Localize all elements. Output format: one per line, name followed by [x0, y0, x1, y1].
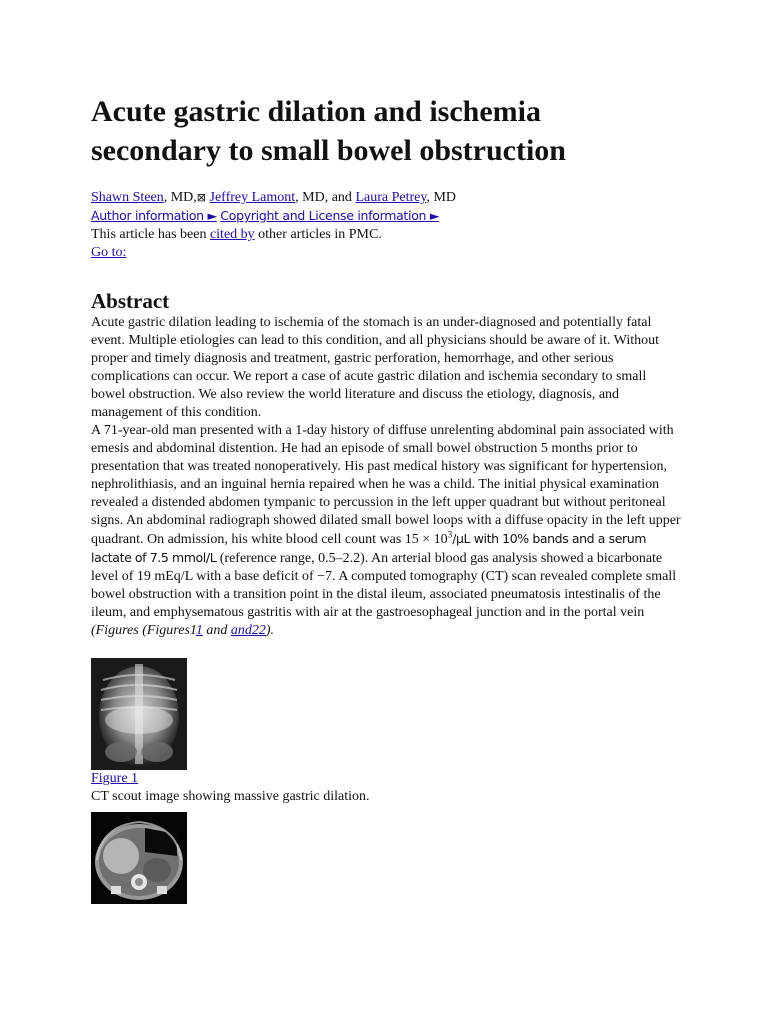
ct-axial-image — [91, 812, 187, 904]
separator-icon: ⊠ — [196, 191, 206, 204]
figure-1-label-line — [91, 770, 691, 788]
author-information-link[interactable]: Author information ► — [91, 208, 217, 223]
author-suffix: , MD, and — [295, 190, 356, 205]
figure-2-ref-link-and[interactable]: and2 — [230, 623, 259, 638]
figure-2-thumbnail[interactable] — [91, 812, 187, 904]
figure-1 — [91, 658, 691, 904]
figures-ref-and: and — [202, 623, 231, 638]
figure-1-caption: CT scout image showing massive gastric dilation. — [91, 789, 370, 804]
article-title: Acute gastric dilation and ischemia secondary to small bowel obstruction — [91, 95, 566, 167]
author-link-petrey[interactable]: Laura Petrey — [355, 190, 427, 205]
author-list — [91, 189, 691, 207]
superscript: 3 — [447, 529, 453, 540]
author-link-lamont[interactable]: Jeffrey Lamont — [209, 190, 296, 205]
goto-line — [91, 244, 691, 262]
author-link-steen[interactable]: Shawn Steen — [91, 190, 164, 205]
case-text-2: (reference range, 0.5–2.2). An arterial blood gas analysis showed a bicarbonate level of 19 mEq/L with a base deficit of −7. A computed tomography (CT) scan revealed complete small bowel obstruction with a transition point in the distal ileum, associated pneumatosis intestinalis of the ileum, and emphysematous gastritis with air at the gastroesophageal junction and in the portal vein — [91, 551, 677, 620]
figures-ref-1: 1 — [189, 623, 196, 638]
goto-link[interactable]: Go to: — [91, 245, 127, 260]
figure-1-ref-link[interactable]: 1 — [195, 623, 203, 638]
figure-2-ref-link[interactable]: 2 — [258, 623, 266, 638]
cited-by-link[interactable]: cited by — [209, 227, 255, 242]
figures-ref-open: (Figures (Figures — [91, 623, 190, 638]
article-page — [91, 92, 691, 904]
abstract-heading: Abstract — [91, 289, 170, 313]
figures-ref-close: ). — [265, 623, 275, 638]
ct-scout-image — [91, 658, 187, 770]
abstract-paragraph-1: Acute gastric dilation leading to ischemia of the stomach is an under-diagnosed and potentially fatal event. Multiple etiologies can lead to this condition, and all physicians should be aware of it. Without proper and timely diagnosis and treatment, gastric perforation, hemorrhage, and other serious complications can occur. We report a case of acute gastric dilation and ischemia secondary to small bowel obstruction. We also review the world literature and discuss the etiology, diagnosis, and management of this condition. — [91, 315, 660, 420]
case-paragraph — [91, 422, 681, 640]
figure-1-link[interactable]: Figure 1 — [91, 771, 139, 786]
author-suffix: , MD, — [163, 190, 197, 205]
cited-prefix: This article has been — [91, 227, 210, 242]
case-text-1: A 71-year-old man presented with a 1-day history of diffuse unrelenting abdominal pain associated with emesis and abdominal distention. He had an episode of small bowel obstruction 5 months prior to presentation that was treated nonoperatively. His past medical history was significant for hypertension, nephrolithiasis, and an inguinal hernia repaired when he was a child. The initial physical examination revealed a distended abdomen tympanic to percussion in the left upper quadrant but without peritoneal signs. An abdominal radiograph showed dilated small bowel loops with a diffuse opacity in the left upper quadrant. On admission, his white blood cell count was 15 × 10 — [91, 423, 681, 547]
figure-1-thumbnail[interactable] — [91, 658, 187, 770]
cited-suffix: other articles in PMC. — [254, 227, 382, 242]
info-links — [91, 207, 691, 226]
cited-by-line — [91, 226, 691, 244]
lab-values-text: /μL with 10% bands and a serum lactate of 7.5 mmol/L — [91, 531, 647, 565]
copyright-license-link[interactable]: Copyright and License information ► — [220, 208, 440, 223]
author-suffix: , MD — [426, 190, 456, 205]
